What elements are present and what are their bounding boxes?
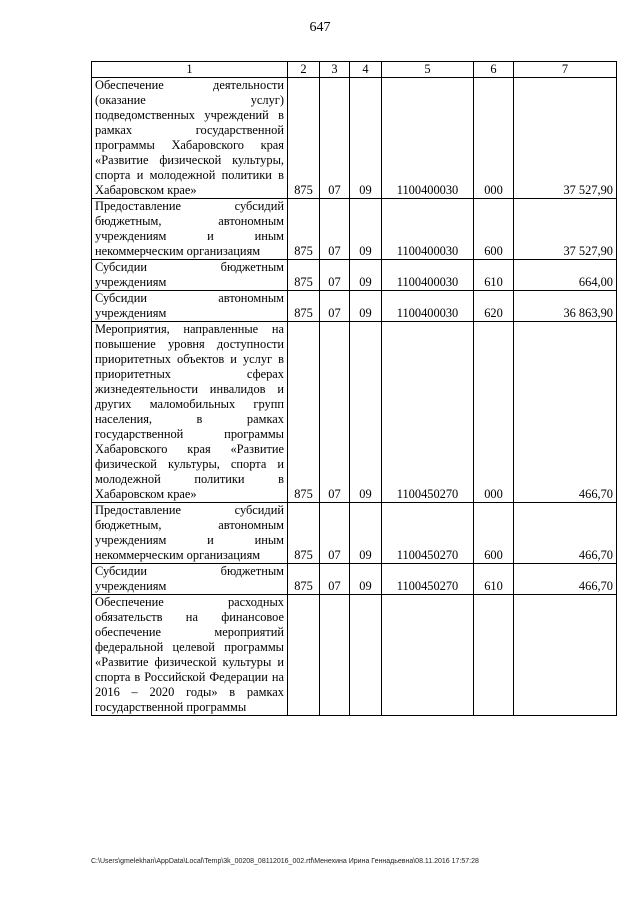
table-row	[92, 78, 617, 199]
row-section: 07	[320, 260, 350, 291]
row-amount: 664,00	[514, 260, 617, 291]
table-row	[92, 595, 617, 716]
row-expense-type: 000	[474, 322, 514, 503]
row-target-item: 1100400030	[382, 199, 474, 260]
row-amount	[514, 595, 617, 716]
row-expense-type: 600	[474, 199, 514, 260]
row-target-item	[382, 595, 474, 716]
row-subsection: 09	[350, 199, 382, 260]
row-name: Мероприятия, направленные на повышение уровня доступности приоритетных объектов и услуг в приоритетных сферах жизнедеятельности инвалидов и других маломобильных групп населения, в рамках государственной программы Хабаровского края «Развитие физической культуры, спорта и молодежной политики в Хабаровском крае»	[92, 322, 288, 503]
table-row	[92, 260, 617, 291]
table-row	[92, 199, 617, 260]
header-col-6: 6	[474, 62, 514, 78]
header-col-3: 3	[320, 62, 350, 78]
row-subsection: 09	[350, 322, 382, 503]
row-amount: 37 527,90	[514, 78, 617, 199]
row-subsection	[350, 595, 382, 716]
row-section: 07	[320, 199, 350, 260]
row-name: Предоставление субсидий бюджетным, автономным учреждениям и иным некоммерческим организациям	[92, 199, 288, 260]
footer-file-path: C:\Users\gmelekhan\AppData\Local\Temp\3k_00208_08112016_002.rtf\Менехина Ирина Геннадьевна\08.11.2016 17:57:28	[91, 858, 479, 865]
header-col-5: 5	[382, 62, 474, 78]
row-expense-type: 600	[474, 503, 514, 564]
table-row	[92, 291, 617, 322]
row-admin-code: 875	[288, 503, 320, 564]
row-expense-type: 610	[474, 260, 514, 291]
row-admin-code: 875	[288, 199, 320, 260]
row-name: Предоставление субсидий бюджетным, автономным учреждениям и иным некоммерческим организациям	[92, 503, 288, 564]
row-subsection: 09	[350, 291, 382, 322]
header-row	[92, 62, 617, 78]
row-target-item: 1100400030	[382, 78, 474, 199]
row-subsection: 09	[350, 78, 382, 199]
table-row	[92, 503, 617, 564]
row-name: Обеспечение расходных обязательств на финансовое обеспечение мероприятий федеральной целевой программы «Развитие физической культуры и спорта в Российской Федерации на 2016 – 2020 годы» в рамках государственной программы	[92, 595, 288, 716]
row-admin-code: 875	[288, 564, 320, 595]
row-subsection: 09	[350, 503, 382, 564]
header-col-1: 1	[92, 62, 288, 78]
row-admin-code: 875	[288, 260, 320, 291]
row-subsection: 09	[350, 564, 382, 595]
row-admin-code: 875	[288, 291, 320, 322]
row-section	[320, 595, 350, 716]
row-amount: 36 863,90	[514, 291, 617, 322]
row-admin-code	[288, 595, 320, 716]
row-section: 07	[320, 291, 350, 322]
row-target-item: 1100400030	[382, 291, 474, 322]
row-amount: 466,70	[514, 564, 617, 595]
row-amount: 466,70	[514, 503, 617, 564]
row-expense-type: 000	[474, 78, 514, 199]
row-section: 07	[320, 322, 350, 503]
row-target-item: 1100450270	[382, 322, 474, 503]
row-name: Обеспечение деятельности (оказание услуг) подведомственных учреждений в рамках государственной программы Хабаровского края «Развитие физической культуры, спорта и молодежной политики в Хабаровском крае»	[92, 78, 288, 199]
row-target-item: 1100450270	[382, 503, 474, 564]
row-section: 07	[320, 503, 350, 564]
row-amount: 37 527,90	[514, 199, 617, 260]
row-admin-code: 875	[288, 322, 320, 503]
row-name: Субсидии автономным учреждениям	[92, 291, 288, 322]
row-admin-code: 875	[288, 78, 320, 199]
header-col-2: 2	[288, 62, 320, 78]
header-col-4: 4	[350, 62, 382, 78]
row-amount: 466,70	[514, 322, 617, 503]
row-subsection: 09	[350, 260, 382, 291]
page-number: 647	[309, 20, 331, 35]
row-name: Субсидии бюджетным учреждениям	[92, 564, 288, 595]
row-section: 07	[320, 78, 350, 199]
table-row	[92, 322, 617, 503]
row-target-item: 1100400030	[382, 260, 474, 291]
row-expense-type: 610	[474, 564, 514, 595]
row-target-item: 1100450270	[382, 564, 474, 595]
row-expense-type: 620	[474, 291, 514, 322]
budget-table	[91, 61, 617, 716]
row-name: Субсидии бюджетным учреждениям	[92, 260, 288, 291]
row-section: 07	[320, 564, 350, 595]
header-col-7: 7	[514, 62, 617, 78]
row-expense-type	[474, 595, 514, 716]
table-row	[92, 564, 617, 595]
